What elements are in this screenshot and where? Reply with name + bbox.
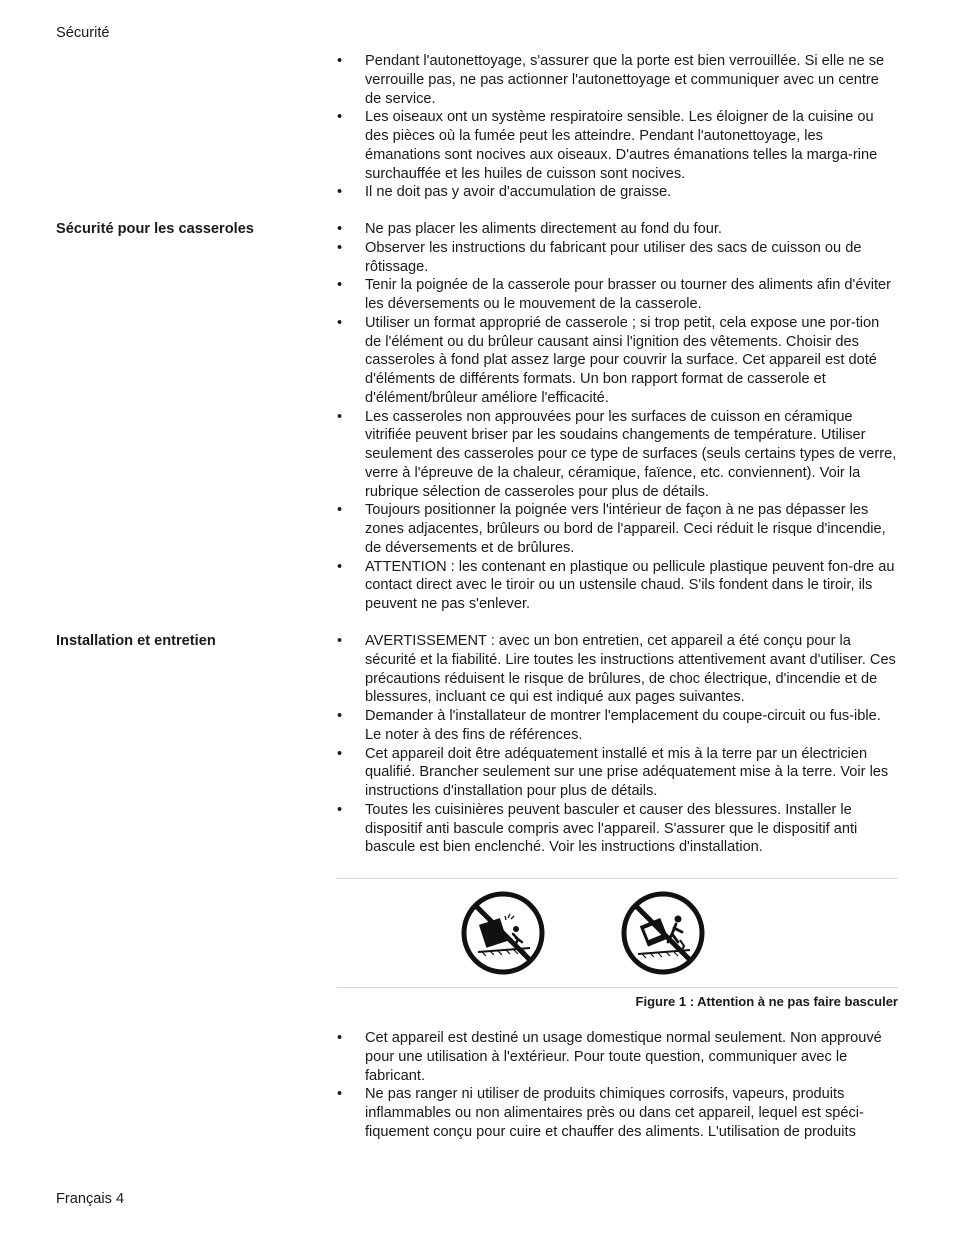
list-item: • Toutes les cuisinières peuvent basculer et causer des blessures. Installer le dispositif anti bascule compris avec l'appareil. S'assurer que le dispositif anti bascule est bien enclenché. Voir les instructions d'installation. [337, 801, 899, 857]
list-item: • Cet appareil est destiné un usage domestique normal seulement. Non approuvé pour une utilisation à l'extérieur. Pour toute question, communiquer avec le fabricant. [337, 1029, 899, 1085]
section-title-casseroles: Sécurité pour les casseroles [56, 221, 254, 237]
page-section-header: Sécurité [56, 25, 110, 41]
list-item: • ATTENTION : les contenant en plastique ou pellicule plastique peuvent fon-dre au contact direct avec le tiroir ou un ustensile chaud. S'ils fondent dans le tiroir, ils peuvent ne pas s'enlever. [337, 558, 899, 614]
after-figure-bullet-list [337, 1029, 899, 1142]
no-tip-over-climbing-icon [620, 890, 706, 976]
no-tip-over-icon [460, 890, 546, 976]
casseroles-bullet-list [337, 220, 899, 614]
list-item: • Pendant l'autonettoyage, s'assurer que la porte est bien verrouillée. Si elle ne se verrouille pas, ne pas actionner l'autonettoyage et communiquer avec un centre de service. [337, 52, 899, 108]
installation-bullet-list [337, 632, 899, 857]
list-item: • Ne pas ranger ni utiliser de produits chimiques corrosifs, vapeurs, produits inflammables ou non alimentaires près ou dans cet appareil, lequel est spéci-fiquement conçu pour cuire et chauffer des aliments. L'utilisation de produits [337, 1085, 899, 1141]
list-item: • Observer les instructions du fabricant pour utiliser des sacs de cuisson ou de rôtissage. [337, 239, 899, 277]
figure-bottom-divider [337, 987, 898, 988]
list-item: • Les oiseaux ont un système respiratoire sensible. Les éloigner de la cuisine ou des pièces où la fumée peut les atteindre. Pendant l'autonettoyage, les émanations sont nocives aux oiseaux. D'autres émanations telles la marga-rine surchauffée et les huiles de cuisson sont nocives. [337, 108, 899, 183]
figure-caption: Figure 1 : Attention à ne pas faire basculer [635, 994, 898, 1009]
page-footer-number: Français 4 [56, 1191, 125, 1207]
list-item: • Ne pas placer les aliments directement au fond du four. [337, 220, 899, 239]
list-item: • Toujours positionner la poignée vers l'intérieur de façon à ne pas dépasser les zones adjacentes, brûleurs ou bord de l'appareil. Ceci réduit le risque d'incendie, de déversements et de brûlures. [337, 501, 899, 557]
list-item: • Tenir la poignée de la casserole pour brasser ou tourner des aliments afin d'éviter les déversements ou le mouvement de la casserole. [337, 276, 899, 314]
intro-bullet-list [337, 52, 899, 202]
list-item: • AVERTISSEMENT : avec un bon entretien, cet appareil a été conçu pour la sécurité et la fiabilité. Lire toutes les instructions attentivement avant d'utiliser. Ces précautions réduisent le risque de brûlures, de choc électrique, d'incendie et de blessures, incluant ce qui est indiqué aux pages suivantes. [337, 632, 899, 707]
list-item: • Cet appareil doit être adéquatement installé et mis à la terre par un électricien qualifié. Brancher seulement sur une prise adéquatement mise à la terre. Voir les instructions d'installation pour plus de détails. [337, 745, 899, 801]
list-item: • Il ne doit pas y avoir d'accumulation de graisse. [337, 183, 899, 202]
figure-top-divider [337, 878, 898, 879]
list-item: • Demander à l'installateur de montrer l'emplacement du coupe-circuit ou fus-ible. Le noter à des fins de références. [337, 707, 899, 745]
section-title-installation: Installation et entretien [56, 633, 216, 649]
list-item: • Utiliser un format approprié de casserole ; si trop petit, cela expose une por-tion de l'élément ou du brûleur causant ainsi l'ignition des vêtements. Choisir des casseroles à fond plat assez large pour couvrir la surface. Cet appareil est doté d'éléments de différents formats. Un bon rapport format de casserole et d'élément/brûleur améliore l'efficacité. [337, 314, 899, 408]
list-item: • Les casseroles non approuvées pour les surfaces de cuisson en céramique vitrifiée peuvent briser par les soudains changements de température. Utiliser seulement des casseroles pour ce type de surfaces (seuls certains types de verre, verre à l'épreuve de la chaleur, céramique, faïence, etc. conviennent). Voir la rubrique sélection de casseroles pour plus de détails. [337, 408, 899, 502]
